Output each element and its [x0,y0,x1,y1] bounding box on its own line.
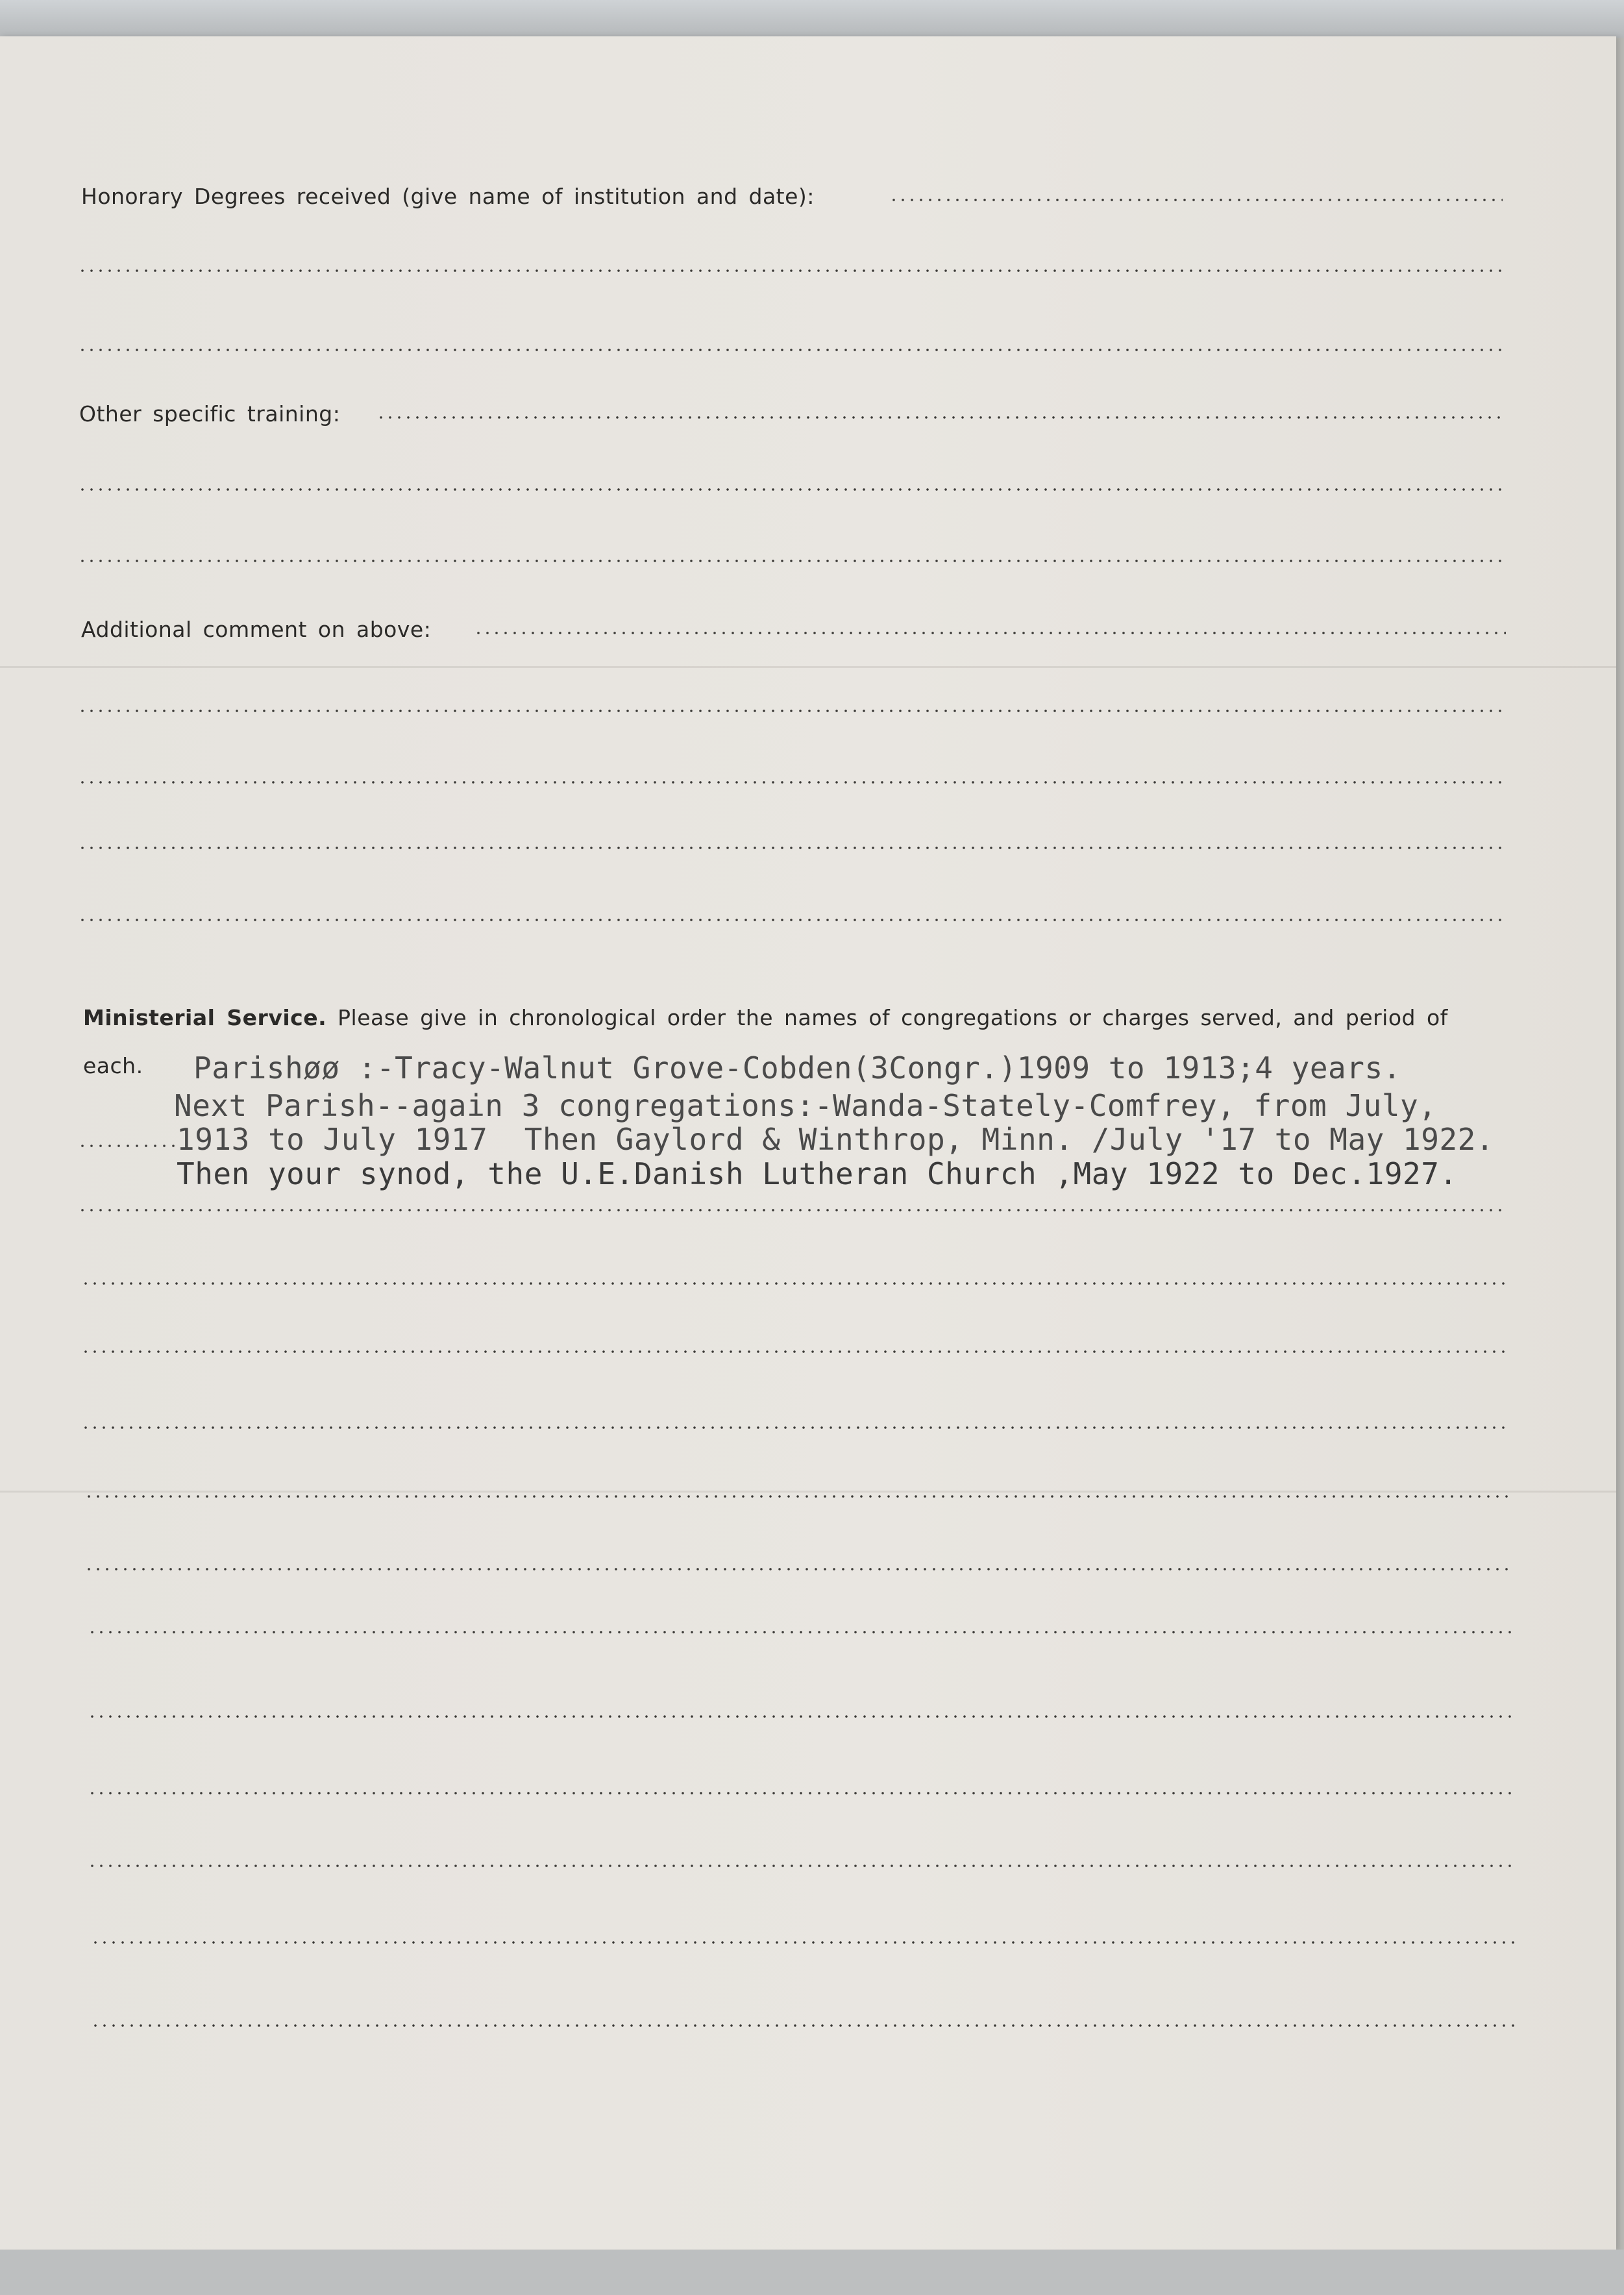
ministerial-service-field[interactable] [88,1865,1516,1867]
ministerial-service-field[interactable] [81,1282,1509,1285]
ministerial-service-title: Ministerial Service. [83,1005,327,1030]
scanner-edge-bottom [0,2250,1624,2295]
additional-comment-field[interactable] [474,632,1506,634]
ministerial-service-field[interactable] [88,1715,1516,1718]
honorary-degrees-label: Honorary Degrees received (give name of institution and date): [81,184,815,209]
honorary-degrees-field[interactable] [889,199,1503,201]
ministerial-service-field[interactable] [88,1792,1516,1794]
ministerial-service-field[interactable] [91,2024,1519,2027]
additional-comment-field[interactable] [78,710,1506,712]
ministerial-service-field[interactable] [91,1941,1519,1944]
additional-comment-field[interactable] [78,847,1506,849]
other-training-field[interactable] [376,416,1503,419]
ministerial-service-field[interactable] [88,1631,1516,1633]
honorary-degrees-field[interactable] [78,269,1503,272]
ministerial-service-instructions: Please give in chronological order the names of congregations or charges served, and period of [338,1005,1448,1030]
paper-fold [0,1491,1616,1493]
paper-fold [0,666,1616,668]
additional-comment-field[interactable] [78,781,1506,784]
other-training-field[interactable] [78,560,1503,562]
other-training-field[interactable] [78,488,1503,491]
ministerial-service-field[interactable] [78,1145,175,1147]
typed-entry-line: Next Parish--again 3 congregations:-Wanda-Stately-Comfrey, from July, [174,1088,1437,1123]
scanner-edge-top [0,0,1624,38]
other-training-label: Other specific training: [79,401,341,427]
ministerial-service-heading [83,1005,1448,1030]
ministerial-service-each: each. [83,1053,143,1078]
typed-entry-line: Then your synod, the U.E.Danish Lutheran Church ,May 1922 to Dec.1927. [177,1156,1458,1191]
ministerial-service-field[interactable] [84,1568,1512,1570]
additional-comment-label: Additional comment on above: [81,617,432,642]
typed-entry-line: 1913 to July 1917 Then Gaylord & Winthrop, Minn. /July '17 to May 1922. [177,1122,1494,1157]
ministerial-service-field[interactable] [78,1209,1506,1211]
ministerial-service-field[interactable] [81,1350,1509,1353]
ministerial-service-field[interactable] [84,1495,1509,1498]
additional-comment-field[interactable] [78,919,1506,921]
honorary-degrees-field[interactable] [78,349,1503,351]
ministerial-service-field[interactable] [81,1426,1509,1429]
typed-entry-line: Parishøø :-Tracy-Walnut Grove-Cobden(3Congr.)1909 to 1913;4 years. [193,1050,1401,1085]
